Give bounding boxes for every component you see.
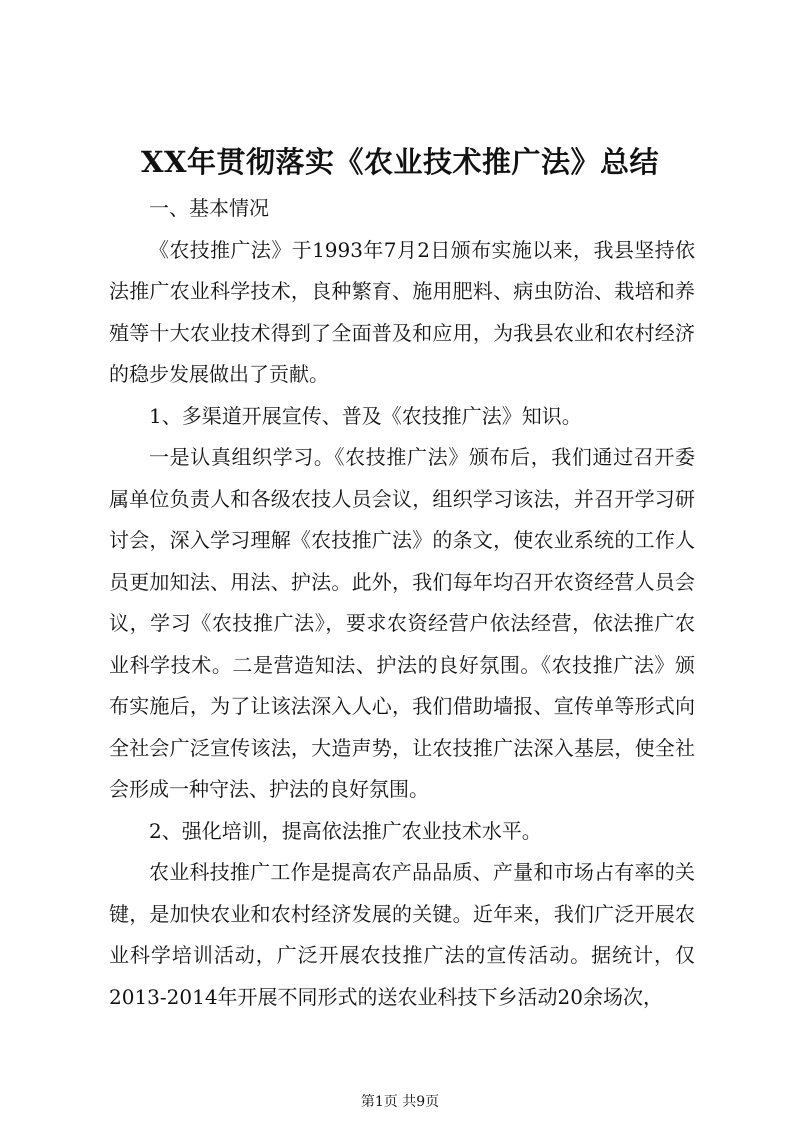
subheading-publicity: 1、多渠道开展宣传、普及《农技推广法》知识。 — [149, 403, 582, 428]
paragraph-training: 农业科技推广工作是提高农产品品质、产量和市场占有率的关键，是加快农业和农村经济发展的关键。近年来，我们广泛开展农业科学培训活动，广泛开展农技推广法的宣传活动。据统计，仅2013-2014年开展不同形式的送农业科技下乡活动20余场次， — [109, 860, 695, 1009]
paragraph-intro: 《农技推广法》于1993年7月2日颁布实施以来，我县坚持依法推广农业科学技术，良种繁育、施用肥料、病虫防治、栽培和养殖等十大农业技术得到了全面普及和应用，为我县农业和农村经济的稳步发展做出了贡献。 — [109, 237, 695, 386]
document-title: XX年贯彻落实《农业技术推广法》总结 — [140, 145, 659, 179]
paragraph-publicity: 一是认真组织学习。《农技推广法》颁布后，我们通过召开委属单位负责人和各级农技人员会议，组织学习该法，并召开学习研讨会，深入学习理解《农技推广法》的条文，使农业系统的工作人员更加知法、用法、护法。此外，我们每年均召开农资经营人员会议，学习《农技推广法》，要求农资经营户依法经营，依法推广农业科学技术。二是营造知法、护法的良好氛围。《农技推广法》颁布实施后，为了让该法深入人心，我们借助墙报、宣传单等形式向全社会广泛宣传该法，大造声势，让农技推广法深入基层，使全社会形成一种守法、护法的良好氛围。 — [109, 445, 695, 801]
document-body — [109, 188, 695, 1018]
subheading-training: 2、强化培训，提高依法推广农业技术水平。 — [149, 818, 542, 843]
page-number-footer: 第1页 共9页 — [360, 1094, 440, 1110]
section-heading-basic-situation: 一、基本情况 — [149, 196, 269, 220]
